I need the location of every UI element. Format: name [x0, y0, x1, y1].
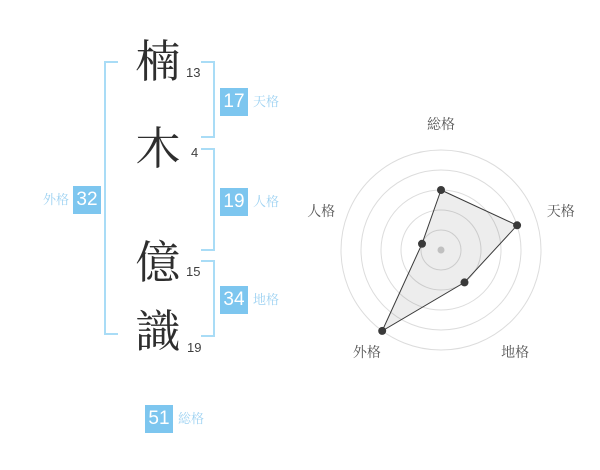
score-label-soukaku: 総格 — [178, 411, 205, 426]
radar-chart — [295, 115, 595, 365]
score-label-jinkaku: 人格 — [253, 194, 280, 209]
radar-axis-label: 人格 — [307, 203, 336, 220]
stroke-count-2: 4 — [191, 145, 199, 160]
radar-axis-label: 総格 — [427, 116, 455, 132]
bracket-jinkaku — [201, 148, 215, 251]
stroke-count-1: 13 — [186, 65, 201, 80]
bracket-chikaku — [201, 260, 215, 337]
radar-data-point — [378, 327, 386, 335]
radar-data-point — [437, 186, 445, 194]
radar-data-point — [461, 278, 469, 286]
radar-axis-label: 外格 — [352, 343, 381, 360]
bracket-gaikaku — [104, 61, 118, 335]
bracket-tenkaku — [201, 61, 215, 138]
radar-axis-label: 地格 — [501, 343, 530, 360]
name-character-3: 億 — [135, 237, 181, 288]
score-label-gaikaku: 外格 — [42, 192, 69, 207]
score-badge-soukaku: 51 — [145, 405, 173, 433]
score-badge-chikaku: 34 — [220, 286, 248, 314]
name-character-4: 識 — [135, 306, 181, 357]
score-badge-tenkaku: 17 — [220, 88, 248, 116]
radar-center-dot — [438, 247, 445, 254]
score-label-chikaku: 地格 — [253, 292, 280, 307]
radar-data-point — [513, 221, 521, 229]
score-label-tenkaku: 天格 — [253, 94, 280, 109]
stroke-count-3: 15 — [186, 264, 201, 279]
score-badge-jinkaku: 19 — [220, 188, 248, 216]
stroke-count-4: 19 — [187, 340, 202, 355]
name-character-1: 楠 — [135, 36, 181, 87]
radar-axis-label: 天格 — [546, 203, 575, 220]
radar-data-point — [418, 240, 426, 248]
name-character-2: 木 — [135, 123, 181, 174]
score-badge-gaikaku: 32 — [73, 186, 101, 214]
